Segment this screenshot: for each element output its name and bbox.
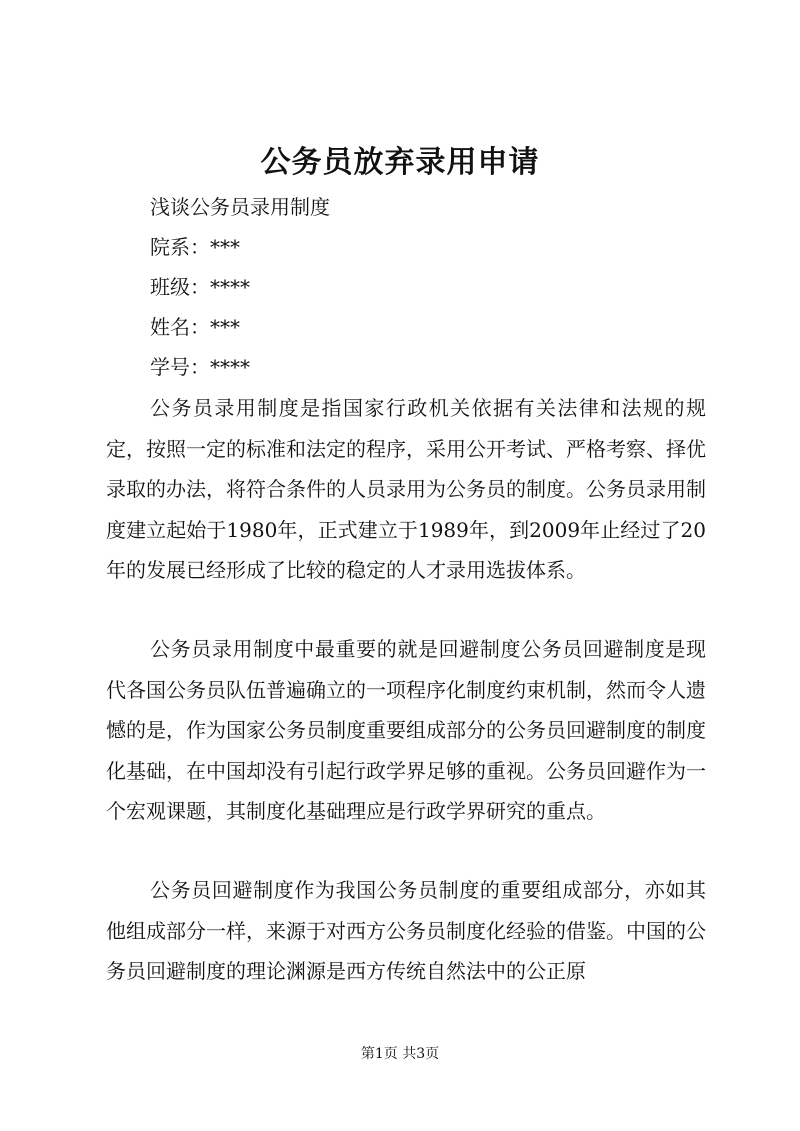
info-student-id: 学号：**** (150, 355, 250, 379)
paragraph-2: 公务员录用制度中最重要的就是回避制度公务员回避制度是现代各国公务员队伍普遍确立的一项程序化制度约束机制，然而令人遗憾的是，作为国家公务员制度重要组成部分的公务员回避制度的制度化基础，在中国却没有引起行政学界足够的重视。公务员回避作为一个宏观课题，其制度化基础理应是行政学界研究的重点。 (106, 637, 706, 823)
paragraph-3: 公务员回避制度作为我国公务员制度的重要组成部分，亦如其他组成部分一样，来源于对西方公务员制度化经验的借鉴。中国的公务员回避制度的理论渊源是西方传统自然法中的公正原 (106, 878, 706, 983)
info-name: 姓名：*** (150, 315, 240, 339)
page-footer: 第1页 共3页 (360, 1046, 440, 1062)
document-title: 公务员放弃录用申请 (260, 145, 540, 180)
info-class: 班级：**** (150, 275, 250, 299)
info-department: 院系：*** (150, 235, 240, 259)
paragraph-1: 公务员录用制度是指国家行政机关依据有关法律和法规的规定，按照一定的标准和法定的程序，采用公开考试、严格考察、择优录取的办法，将符合条件的人员录用为公务员的制度。公务员录用制度建立起始于1980年，正式建立于1989年，到2009年止经过了20年的发展已经形成了比较的稳定的人才录用选拔体系。 (106, 396, 706, 582)
subtitle: 浅谈公务员录用制度 (150, 195, 330, 219)
